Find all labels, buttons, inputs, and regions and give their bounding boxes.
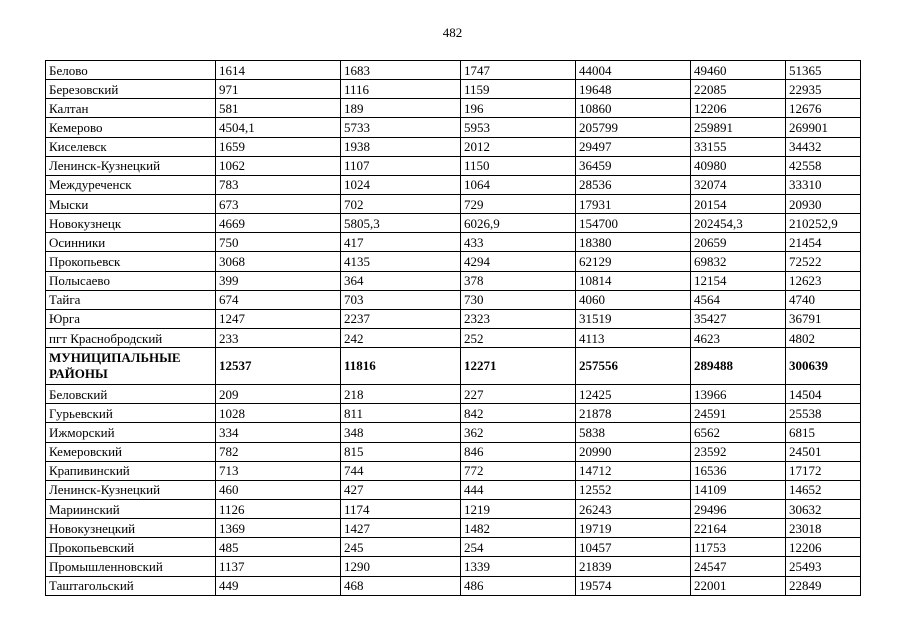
row-name-cell: Калтан	[46, 99, 216, 118]
value-cell: 22001	[691, 576, 786, 595]
value-cell: 842	[461, 404, 576, 423]
value-cell: 252	[461, 328, 576, 347]
value-cell: 14504	[786, 385, 861, 404]
table-row	[46, 80, 861, 99]
row-name-cell: Ижморский	[46, 423, 216, 442]
row-name-cell: Мыски	[46, 194, 216, 213]
value-cell: 40980	[691, 156, 786, 175]
value-cell: 1064	[461, 175, 576, 194]
value-cell: 69832	[691, 252, 786, 271]
table-row	[46, 480, 861, 499]
table-row	[46, 290, 861, 309]
value-cell: 417	[341, 233, 461, 252]
value-cell: 218	[341, 385, 461, 404]
value-cell: 1427	[341, 519, 461, 538]
value-cell: 210252,9	[786, 214, 861, 233]
value-cell: 4135	[341, 252, 461, 271]
value-cell: 399	[216, 271, 341, 290]
value-cell: 674	[216, 290, 341, 309]
value-cell: 1369	[216, 519, 341, 538]
table-row	[46, 348, 861, 385]
value-cell: 1024	[341, 175, 461, 194]
value-cell: 72522	[786, 252, 861, 271]
value-cell: 12154	[691, 271, 786, 290]
table-row	[46, 538, 861, 557]
value-cell: 242	[341, 328, 461, 347]
value-cell: 1938	[341, 137, 461, 156]
value-cell: 971	[216, 80, 341, 99]
value-cell: 6026,9	[461, 214, 576, 233]
row-name-cell: Мариинский	[46, 499, 216, 518]
value-cell: 30632	[786, 499, 861, 518]
value-cell: 433	[461, 233, 576, 252]
row-name-cell: Осинники	[46, 233, 216, 252]
value-cell: 1159	[461, 80, 576, 99]
row-name-cell: Белово	[46, 61, 216, 80]
value-cell: 19719	[576, 519, 691, 538]
table-row	[46, 442, 861, 461]
value-cell: 4113	[576, 328, 691, 347]
value-cell: 25493	[786, 557, 861, 576]
value-cell: 19648	[576, 80, 691, 99]
value-cell: 36791	[786, 309, 861, 328]
value-cell: 1137	[216, 557, 341, 576]
value-cell: 750	[216, 233, 341, 252]
table-row	[46, 61, 861, 80]
value-cell: 815	[341, 442, 461, 461]
value-cell: 846	[461, 442, 576, 461]
value-cell: 1659	[216, 137, 341, 156]
value-cell: 5953	[461, 118, 576, 137]
value-cell: 782	[216, 442, 341, 461]
value-cell: 29497	[576, 137, 691, 156]
value-cell: 4740	[786, 290, 861, 309]
value-cell: 12676	[786, 99, 861, 118]
table-row	[46, 99, 861, 118]
value-cell: 22935	[786, 80, 861, 99]
value-cell: 4294	[461, 252, 576, 271]
table-body	[46, 61, 861, 596]
value-cell: 729	[461, 194, 576, 213]
table-row	[46, 519, 861, 538]
value-cell: 1126	[216, 499, 341, 518]
value-cell: 334	[216, 423, 341, 442]
value-cell: 4564	[691, 290, 786, 309]
value-cell: 12271	[461, 348, 576, 385]
row-name-cell: Промышленновский	[46, 557, 216, 576]
value-cell: 62129	[576, 252, 691, 271]
row-name-cell: Киселевск	[46, 137, 216, 156]
row-name-cell: МУНИЦИПАЛЬНЫЕ РАЙОНЫ	[46, 348, 216, 385]
value-cell: 4504,1	[216, 118, 341, 137]
value-cell: 783	[216, 175, 341, 194]
value-cell: 2237	[341, 309, 461, 328]
value-cell: 254	[461, 538, 576, 557]
value-cell: 19574	[576, 576, 691, 595]
value-cell: 11753	[691, 538, 786, 557]
value-cell: 26243	[576, 499, 691, 518]
row-name-cell: Березовский	[46, 80, 216, 99]
value-cell: 2012	[461, 137, 576, 156]
table-row	[46, 461, 861, 480]
value-cell: 14652	[786, 480, 861, 499]
value-cell: 468	[341, 576, 461, 595]
value-cell: 14712	[576, 461, 691, 480]
value-cell: 4623	[691, 328, 786, 347]
value-cell: 744	[341, 461, 461, 480]
value-cell: 16536	[691, 461, 786, 480]
value-cell: 20659	[691, 233, 786, 252]
value-cell: 28536	[576, 175, 691, 194]
value-cell: 31519	[576, 309, 691, 328]
table-row	[46, 233, 861, 252]
value-cell: 12623	[786, 271, 861, 290]
table-row	[46, 328, 861, 347]
value-cell: 730	[461, 290, 576, 309]
value-cell: 12537	[216, 348, 341, 385]
row-name-cell: Крапивинский	[46, 461, 216, 480]
row-name-cell: Новокузнецк	[46, 214, 216, 233]
value-cell: 24591	[691, 404, 786, 423]
value-cell: 49460	[691, 61, 786, 80]
value-cell: 259891	[691, 118, 786, 137]
value-cell: 154700	[576, 214, 691, 233]
value-cell: 4802	[786, 328, 861, 347]
value-cell: 51365	[786, 61, 861, 80]
row-name-cell: Кемеровский	[46, 442, 216, 461]
value-cell: 1247	[216, 309, 341, 328]
value-cell: 772	[461, 461, 576, 480]
value-cell: 1116	[341, 80, 461, 99]
value-cell: 449	[216, 576, 341, 595]
value-cell: 1150	[461, 156, 576, 175]
value-cell: 4669	[216, 214, 341, 233]
row-name-cell: Кемерово	[46, 118, 216, 137]
value-cell: 427	[341, 480, 461, 499]
value-cell: 35427	[691, 309, 786, 328]
row-name-cell: Тайга	[46, 290, 216, 309]
value-cell: 10814	[576, 271, 691, 290]
value-cell: 673	[216, 194, 341, 213]
value-cell: 362	[461, 423, 576, 442]
value-cell: 205799	[576, 118, 691, 137]
value-cell: 348	[341, 423, 461, 442]
value-cell: 24547	[691, 557, 786, 576]
value-cell: 1683	[341, 61, 461, 80]
value-cell: 6562	[691, 423, 786, 442]
value-cell: 1339	[461, 557, 576, 576]
value-cell: 4060	[576, 290, 691, 309]
value-cell: 1174	[341, 499, 461, 518]
value-cell: 24501	[786, 442, 861, 461]
table-row	[46, 576, 861, 595]
row-name-cell: Междуреченск	[46, 175, 216, 194]
value-cell: 485	[216, 538, 341, 557]
value-cell: 289488	[691, 348, 786, 385]
row-name-cell: Новокузнецкий	[46, 519, 216, 538]
value-cell: 21878	[576, 404, 691, 423]
value-cell: 811	[341, 404, 461, 423]
value-cell: 245	[341, 538, 461, 557]
value-cell: 1482	[461, 519, 576, 538]
value-cell: 29496	[691, 499, 786, 518]
value-cell: 10457	[576, 538, 691, 557]
value-cell: 44004	[576, 61, 691, 80]
value-cell: 702	[341, 194, 461, 213]
table-row	[46, 499, 861, 518]
table-row	[46, 423, 861, 442]
row-name-cell: Таштагольский	[46, 576, 216, 595]
value-cell: 5733	[341, 118, 461, 137]
value-cell: 12552	[576, 480, 691, 499]
value-cell: 33310	[786, 175, 861, 194]
value-cell: 32074	[691, 175, 786, 194]
value-cell: 25538	[786, 404, 861, 423]
value-cell: 42558	[786, 156, 861, 175]
value-cell: 269901	[786, 118, 861, 137]
row-name-cell: Полысаево	[46, 271, 216, 290]
value-cell: 1747	[461, 61, 576, 80]
value-cell: 12206	[786, 538, 861, 557]
row-name-cell: Беловский	[46, 385, 216, 404]
row-name-cell: пгт Краснобродский	[46, 328, 216, 347]
value-cell: 1107	[341, 156, 461, 175]
value-cell: 2323	[461, 309, 576, 328]
table-row	[46, 404, 861, 423]
value-cell: 444	[461, 480, 576, 499]
value-cell: 5805,3	[341, 214, 461, 233]
value-cell: 17931	[576, 194, 691, 213]
value-cell: 581	[216, 99, 341, 118]
row-name-cell: Прокопьевск	[46, 252, 216, 271]
table-row	[46, 309, 861, 328]
value-cell: 22164	[691, 519, 786, 538]
value-cell: 6815	[786, 423, 861, 442]
value-cell: 364	[341, 271, 461, 290]
table-row	[46, 175, 861, 194]
value-cell: 18380	[576, 233, 691, 252]
table-row	[46, 137, 861, 156]
value-cell: 20930	[786, 194, 861, 213]
value-cell: 23018	[786, 519, 861, 538]
row-name-cell: Ленинск-Кузнецкий	[46, 480, 216, 499]
table-row	[46, 214, 861, 233]
page-number: 482	[442, 25, 463, 40]
value-cell: 713	[216, 461, 341, 480]
value-cell: 202454,3	[691, 214, 786, 233]
value-cell: 1062	[216, 156, 341, 175]
data-table	[45, 60, 861, 596]
value-cell: 1614	[216, 61, 341, 80]
value-cell: 12425	[576, 385, 691, 404]
table-row	[46, 156, 861, 175]
value-cell: 189	[341, 99, 461, 118]
value-cell: 20154	[691, 194, 786, 213]
value-cell: 1028	[216, 404, 341, 423]
value-cell: 21454	[786, 233, 861, 252]
table-row	[46, 385, 861, 404]
value-cell: 10860	[576, 99, 691, 118]
value-cell: 34432	[786, 137, 861, 156]
value-cell: 12206	[691, 99, 786, 118]
value-cell: 233	[216, 328, 341, 347]
table-row	[46, 271, 861, 290]
table-row	[46, 194, 861, 213]
value-cell: 11816	[341, 348, 461, 385]
value-cell: 20990	[576, 442, 691, 461]
value-cell: 17172	[786, 461, 861, 480]
value-cell: 209	[216, 385, 341, 404]
value-cell: 300639	[786, 348, 861, 385]
table-row	[46, 118, 861, 137]
value-cell: 33155	[691, 137, 786, 156]
value-cell: 36459	[576, 156, 691, 175]
value-cell: 5838	[576, 423, 691, 442]
table-row	[46, 557, 861, 576]
value-cell: 23592	[691, 442, 786, 461]
row-name-cell: Гурьевский	[46, 404, 216, 423]
value-cell: 3068	[216, 252, 341, 271]
value-cell: 22849	[786, 576, 861, 595]
value-cell: 703	[341, 290, 461, 309]
value-cell: 196	[461, 99, 576, 118]
table-row	[46, 252, 861, 271]
value-cell: 378	[461, 271, 576, 290]
value-cell: 22085	[691, 80, 786, 99]
value-cell: 460	[216, 480, 341, 499]
value-cell: 227	[461, 385, 576, 404]
value-cell: 257556	[576, 348, 691, 385]
row-name-cell: Ленинск-Кузнецкий	[46, 156, 216, 175]
row-name-cell: Прокопьевский	[46, 538, 216, 557]
row-name-cell: Юрга	[46, 309, 216, 328]
value-cell: 21839	[576, 557, 691, 576]
value-cell: 14109	[691, 480, 786, 499]
value-cell: 1219	[461, 499, 576, 518]
value-cell: 13966	[691, 385, 786, 404]
value-cell: 1290	[341, 557, 461, 576]
value-cell: 486	[461, 576, 576, 595]
